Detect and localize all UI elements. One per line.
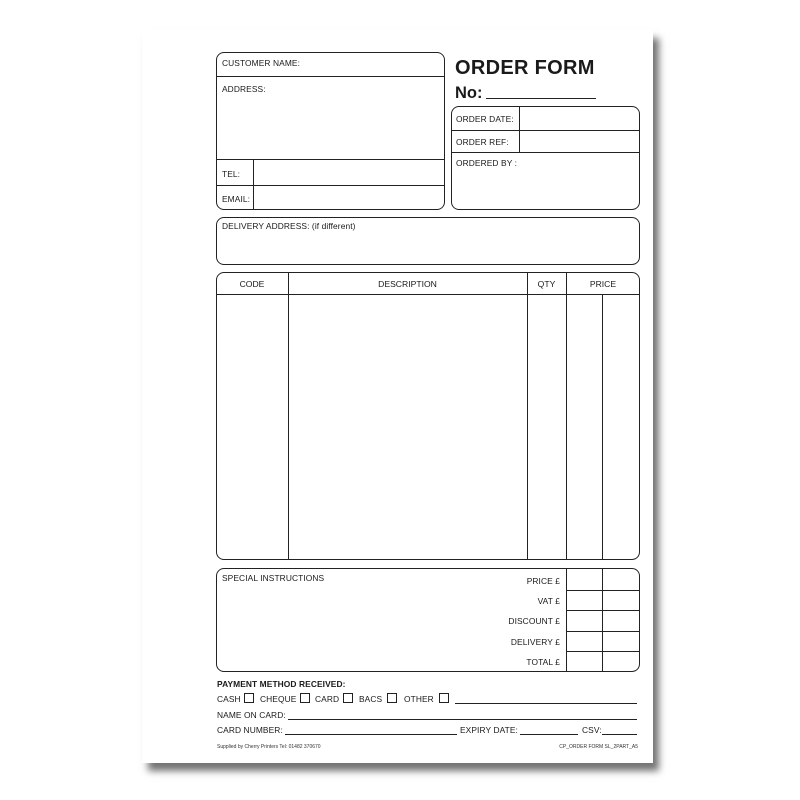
email-label: EMAIL: <box>222 194 251 204</box>
name-on-card-label: NAME ON CARD: <box>217 710 286 720</box>
qty-column-divider <box>566 272 567 560</box>
totals-row-divider <box>566 651 640 652</box>
payment-card-label: CARD <box>315 694 340 704</box>
code-header: CODE <box>239 279 265 289</box>
order-number-line <box>486 98 596 99</box>
tel-label: TEL: <box>222 169 241 179</box>
totals-pence-divider <box>602 568 603 672</box>
csv-label: CSV: <box>582 725 602 735</box>
cheque-checkbox[interactable] <box>300 693 310 703</box>
other-checkbox[interactable] <box>439 693 449 703</box>
description-header: DESCRIPTION <box>378 279 437 289</box>
totals-total-label: TOTAL £ <box>526 657 560 667</box>
card-checkbox[interactable] <box>343 693 353 703</box>
price-pence-divider <box>602 294 603 560</box>
special-instructions-box <box>216 568 640 672</box>
card-number-label: CARD NUMBER: <box>217 725 283 735</box>
order-ref-label: ORDER REF: <box>456 137 509 147</box>
other-payment-line[interactable] <box>455 703 637 704</box>
bacs-checkbox[interactable] <box>387 693 397 703</box>
payment-other-label: OTHER <box>404 694 434 704</box>
customer-name-divider <box>216 76 445 77</box>
address-label: ADDRESS: <box>222 84 266 94</box>
totals-row-divider <box>566 610 640 611</box>
order-details-column-divider <box>519 106 520 152</box>
order-number-label: No: <box>455 84 483 102</box>
form-code-footer: CP_ORDER FORM SL_2PART_A5 <box>559 744 638 750</box>
order-date-label: ORDER DATE: <box>456 114 514 124</box>
email-divider <box>216 185 445 186</box>
special-instructions-label: SPECIAL INSTRUCTIONS <box>222 573 325 583</box>
price-header: PRICE <box>589 279 617 289</box>
form-title: ORDER FORM <box>455 57 595 79</box>
totals-pounds-divider <box>566 568 567 672</box>
card-number-line[interactable] <box>285 734 457 735</box>
qty-header: QTY <box>537 279 556 289</box>
expiry-date-line[interactable] <box>520 734 578 735</box>
expiry-date-label: EXPIRY DATE: <box>460 725 518 735</box>
totals-delivery-label: DELIVERY £ <box>510 637 560 647</box>
order-ref-divider <box>451 152 640 153</box>
items-table <box>216 272 640 560</box>
totals-row-divider <box>566 590 640 591</box>
description-column-divider <box>527 272 528 560</box>
code-column-divider <box>288 272 289 560</box>
cash-checkbox[interactable] <box>244 693 254 703</box>
totals-row-divider <box>566 631 640 632</box>
totals-price-label: PRICE £ <box>526 576 560 586</box>
ordered-by-label: ORDERED BY : <box>456 158 518 168</box>
name-on-card-line[interactable] <box>288 719 637 720</box>
tel-email-column-divider <box>253 159 254 210</box>
items-table-header-divider <box>216 294 640 295</box>
payment-bacs-label: BACS <box>359 694 383 704</box>
customer-name-label: CUSTOMER NAME: <box>222 58 301 68</box>
tel-divider <box>216 159 445 160</box>
delivery-address-label: DELIVERY ADDRESS: (if different) <box>222 221 356 231</box>
payment-cheque-label: CHEQUE <box>260 694 297 704</box>
supplier-footer: Supplied by Cherry Printers Tel: 01482 370670 <box>217 744 321 750</box>
totals-vat-label: VAT £ <box>537 596 560 606</box>
payment-cash-label: CASH <box>217 694 241 704</box>
csv-line[interactable] <box>602 734 637 735</box>
payment-method-heading: PAYMENT METHOD RECEIVED: <box>217 679 346 689</box>
order-date-divider <box>451 130 640 131</box>
totals-discount-label: DISCOUNT £ <box>508 616 560 626</box>
